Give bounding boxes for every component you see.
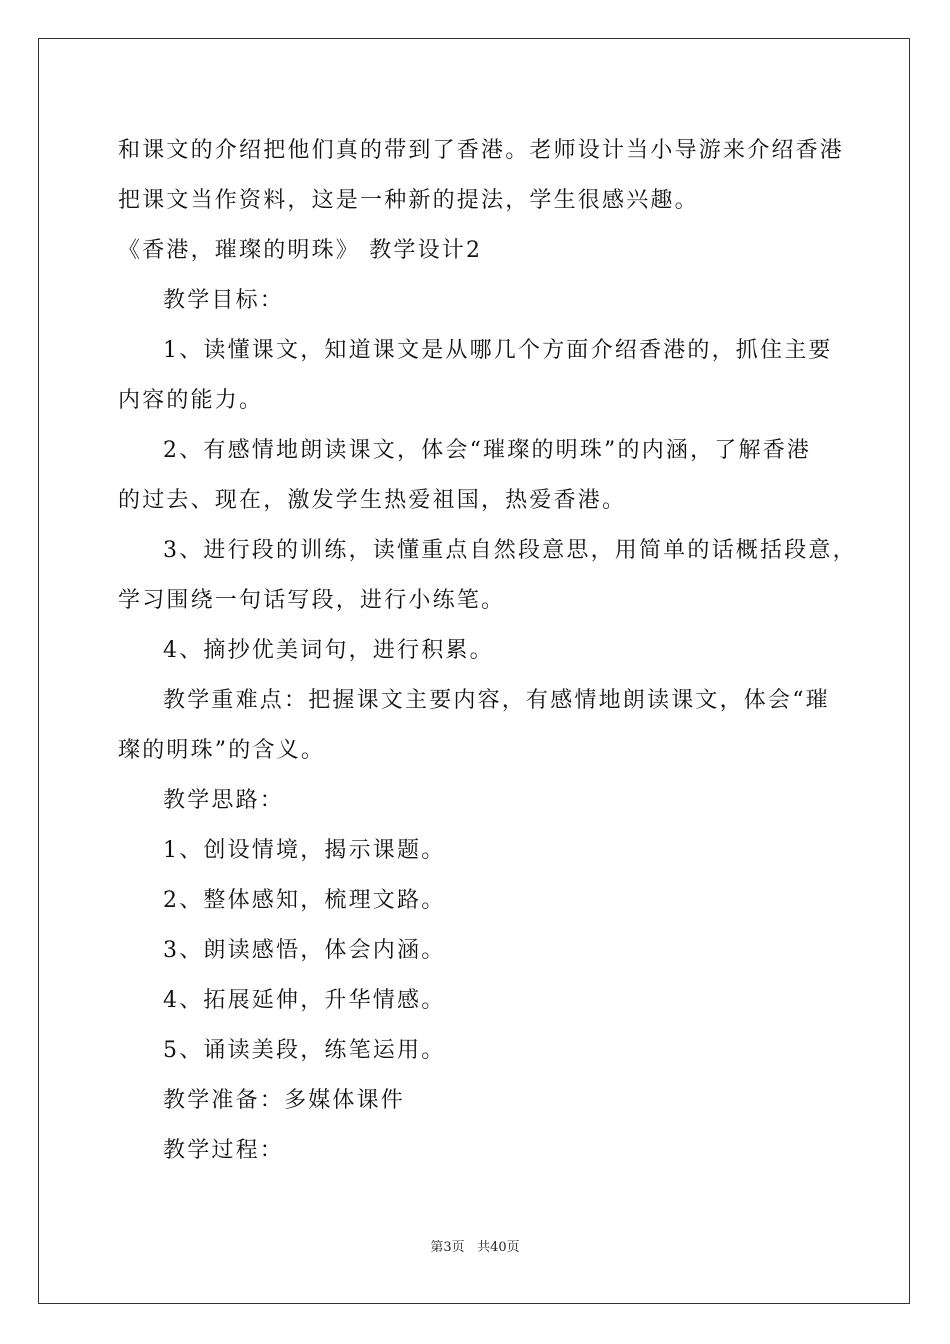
body-line: 内容的能力。	[118, 388, 264, 413]
body-line: 教学目标：	[163, 288, 285, 313]
body-line: 4、拓展延伸，升华情感。	[163, 988, 446, 1013]
page-footer	[0, 1236, 950, 1255]
body-line: 教学重难点：把握课文主要内容，有感情地朗读课文，体会“璀	[163, 688, 830, 713]
body-line: 4、摘抄优美词句，进行积累。	[163, 638, 494, 663]
body-line: 教学过程：	[163, 1138, 285, 1163]
body-line: 3、进行段的训练，读懂重点自然段意思，用简单的话概括段意，	[163, 538, 857, 563]
body-line: 1、读懂课文，知道课文是从哪几个方面介绍香港的，抓住主要	[163, 338, 833, 363]
page-total: 共40页	[477, 1240, 520, 1255]
body-line: 2、整体感知，梳理文路。	[163, 888, 446, 913]
body-line: 的过去、现在，激发学生热爱祖国，热爱香港。	[118, 488, 627, 513]
body-line: 1、创设情境，揭示课题。	[163, 838, 446, 863]
body-line: 3、朗读感悟，体会内涵。	[163, 938, 446, 963]
body-line: 教学准备：多媒体课件	[163, 1088, 406, 1113]
body-line: 璨的明珠”的含义。	[118, 738, 326, 763]
body-line: 和课文的介绍把他们真的带到了香港。老师设计当小导游来介绍香港	[118, 138, 845, 163]
body-line: 教学思路：	[163, 788, 285, 813]
section-heading: 《香港，璀璨的明珠》 教学设计2	[118, 238, 483, 263]
body-line: 学习围绕一句话写段，进行小练笔。	[118, 588, 506, 613]
body-line: 5、诵读美段，练笔运用。	[163, 1038, 446, 1063]
body-line: 2、有感情地朗读课文，体会“璀璨的明珠”的内涵，了解香港	[163, 438, 812, 463]
page-number: 第3页	[430, 1240, 465, 1255]
body-line: 把课文当作资料，这是一种新的提法，学生很感兴趣。	[118, 188, 699, 213]
